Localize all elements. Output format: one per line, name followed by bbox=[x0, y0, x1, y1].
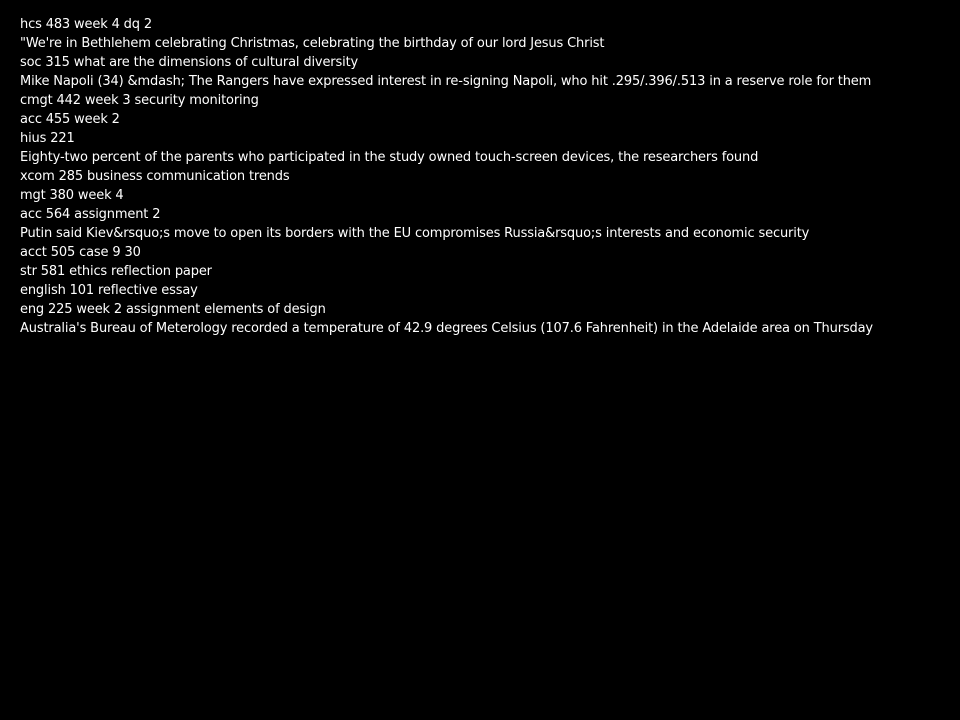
text-line: english 101 reflective essay bbox=[20, 283, 198, 298]
text-line: Australia's Bureau of Meterology recorded a temperature of 42.9 degrees Celsius (107.6 Fahrenheit) in the Adelaide area on Thursday bbox=[20, 321, 873, 336]
text-line: Eighty-two percent of the parents who participated in the study owned touch-screen devices, the researchers found bbox=[20, 150, 759, 165]
text-line: xcom 285 business communication trends bbox=[20, 169, 290, 184]
text-line: acc 564 assignment 2 bbox=[20, 207, 161, 222]
text-line: Mike Napoli (34) &mdash; The Rangers have expressed interest in re-signing Napoli, who hit .295/.396/.513 in a reserve role for them bbox=[20, 74, 872, 89]
text-line: Putin said Kiev&rsquo;s move to open its borders with the EU compromises Russia&rsquo;s interests and economic security bbox=[20, 226, 810, 241]
text-line: "We're in Bethlehem celebrating Christmas, celebrating the birthday of our lord Jesus Christ bbox=[20, 36, 605, 51]
text-line: cmgt 442 week 3 security monitoring bbox=[20, 93, 259, 108]
text-line: hcs 483 week 4 dq 2 bbox=[20, 17, 152, 32]
text-line: eng 225 week 2 assignment elements of design bbox=[20, 302, 326, 317]
text-line: acc 455 week 2 bbox=[20, 112, 120, 127]
text-line: hius 221 bbox=[20, 131, 75, 146]
text-line: mgt 380 week 4 bbox=[20, 188, 124, 203]
text-list bbox=[20, 15, 950, 338]
text-line: str 581 ethics reflection paper bbox=[20, 264, 212, 279]
text-line: acct 505 case 9 30 bbox=[20, 245, 141, 260]
text-line: soc 315 what are the dimensions of cultural diversity bbox=[20, 55, 359, 70]
